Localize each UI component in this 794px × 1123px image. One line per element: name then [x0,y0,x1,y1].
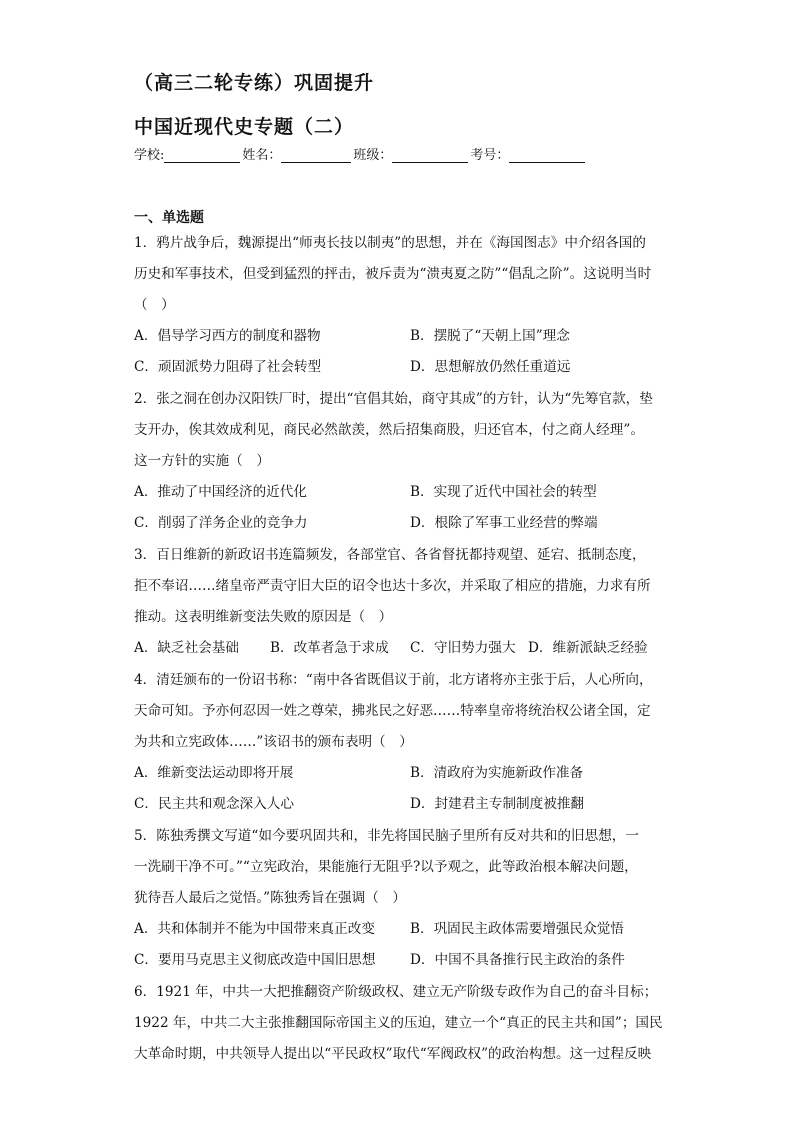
question-2-option-d[interactable]: D．根除了军事工业经营的弊端 [410,515,598,531]
question-3-option-d[interactable]: D．维新派缺乏经验 [528,640,648,656]
question-3-line-2: 拒不奉诏……绪皇帝严责守旧大臣的诏令也达十多次，并采取了相应的措施，力求有所 [134,578,651,594]
question-1-line-2: 历史和军事技术，但受到猛烈的抨击，被斥责为“溃夷夏之防”“倡乱之阶”。这说明当时 [134,266,652,282]
question-4-option-d[interactable]: D．封建君主专制制度被推翻 [410,796,585,812]
question-1-line-1: 1．鸦片战争后，魏源提出“师夷长技以制夷”的思想，并在《海国图志》中介绍各国的 [134,235,646,251]
question-2-line-1: 2．张之洞在创办汉阳铁厂时，提出“官倡其始，商守其成”的方针，认为“先筹官款，垫 [134,391,653,407]
question-5-line-1: 5．陈独秀撰文写道“如今要巩固共和，非先将国民脑子里所有反对共和的旧思想，一 [134,828,639,844]
question-3-option-c[interactable]: C．守旧势力强大 [410,640,516,656]
question-5-option-c[interactable]: C．要用马克思主义彻底改造中国旧思想 [134,952,376,968]
question-2-option-a[interactable]: A．推动了中国经济的近代化 [134,484,307,500]
question-1-option-c[interactable]: C．顽固派势力阻碍了社会转型 [134,359,322,375]
question-1-option-b[interactable]: B．摆脱了“天朝上国”理念 [410,328,570,344]
question-4-line-3: 为共和立宪政体……”该诏书的颁布表明（ ） [134,734,413,750]
question-6-line-1: 6．1921 年，中共一大把推翻资产阶级政权、建立无产阶级专政作为自己的奋斗目标； [134,984,658,1000]
exam-title: （高三二轮专练）巩固提升 [134,72,375,94]
question-4-option-a[interactable]: A．维新变法运动即将开展 [134,765,294,781]
student-info-row [134,144,587,163]
class-field[interactable] [392,148,468,163]
question-3-option-a[interactable]: A．缺乏社会基础 [134,640,239,656]
class-label: 班级： [353,148,393,163]
question-4-line-1: 4．清廷颁布的一份诏书称：“南中各省既倡议于前，北方诸将亦主张于后，人心所向， [134,672,653,688]
question-6-line-2: 1922 年，中共二大主张推翻国际帝国主义的压迫，建立一个“真正的民主共和国”；国民 [134,1015,663,1031]
name-label: 姓名： [242,148,282,163]
exam-number-field[interactable] [509,148,585,163]
question-3-line-1: 3．百日维新的新政诏书连篇频发，各部堂官、各省督抚都持观望、延宕、抵制态度， [134,547,646,563]
question-4-line-2: 天命可知。予亦何忍因一姓之尊荣，拂兆民之好恶……特率皇帝将统治权公诸全国，定 [134,703,651,719]
question-6-line-3: 大革命时期，中共领导人提出以“平民政权”取代“军阀政权”的政治构想。这一过程反映 [134,1046,652,1062]
question-5-line-2: 一洗刷干净不可。”“立宪政治，果能施行无阻乎?以予观之，此等政治根本解决问题， [134,859,638,875]
exam-number-label: 考号： [470,148,510,163]
question-2-option-c[interactable]: C．削弱了洋务企业的竞争力 [134,515,308,531]
question-5-option-a[interactable]: A．共和体制并不能为中国带来真正改变 [134,921,375,937]
question-3-option-b[interactable]: B．改革者急于求成 [270,640,389,656]
question-1-line-3: （ ） [134,297,175,313]
question-2-option-b[interactable]: B．实现了近代中国社会的转型 [410,484,597,500]
school-label: 学校: [134,148,165,163]
question-5-line-3: 犹待吾人最后之觉悟。”陈独秀旨在强调（ ） [134,890,407,906]
section-title: 一、单选题 [134,210,204,226]
question-2-line-3: 这一方针的实施（ ） [134,453,270,469]
question-1-option-a[interactable]: A．倡导学习西方的制度和器物 [134,328,321,344]
question-5-option-b[interactable]: B．巩固民主政体需要增强民众觉悟 [410,921,624,937]
question-3-line-3: 推动。这表明维新变法失败的原因是（ ） [134,609,393,625]
question-2-line-2: 支开办，俟其效成利见，商民必然歆羡，然后招集商股，归还官本，付之商人经理”。 [134,422,644,438]
question-1-option-d[interactable]: D．思想解放仍然任重道远 [410,359,571,375]
question-5-option-d[interactable]: D．中国不具备推行民主政治的条件 [410,952,625,968]
question-4-option-c[interactable]: C．民主共和观念深入人心 [134,796,294,812]
exam-subtitle: 中国近现代史专题（二） [134,116,355,138]
school-field[interactable] [164,148,240,163]
question-4-option-b[interactable]: B．清政府为实施新政作准备 [410,765,584,781]
name-field[interactable] [281,148,351,163]
